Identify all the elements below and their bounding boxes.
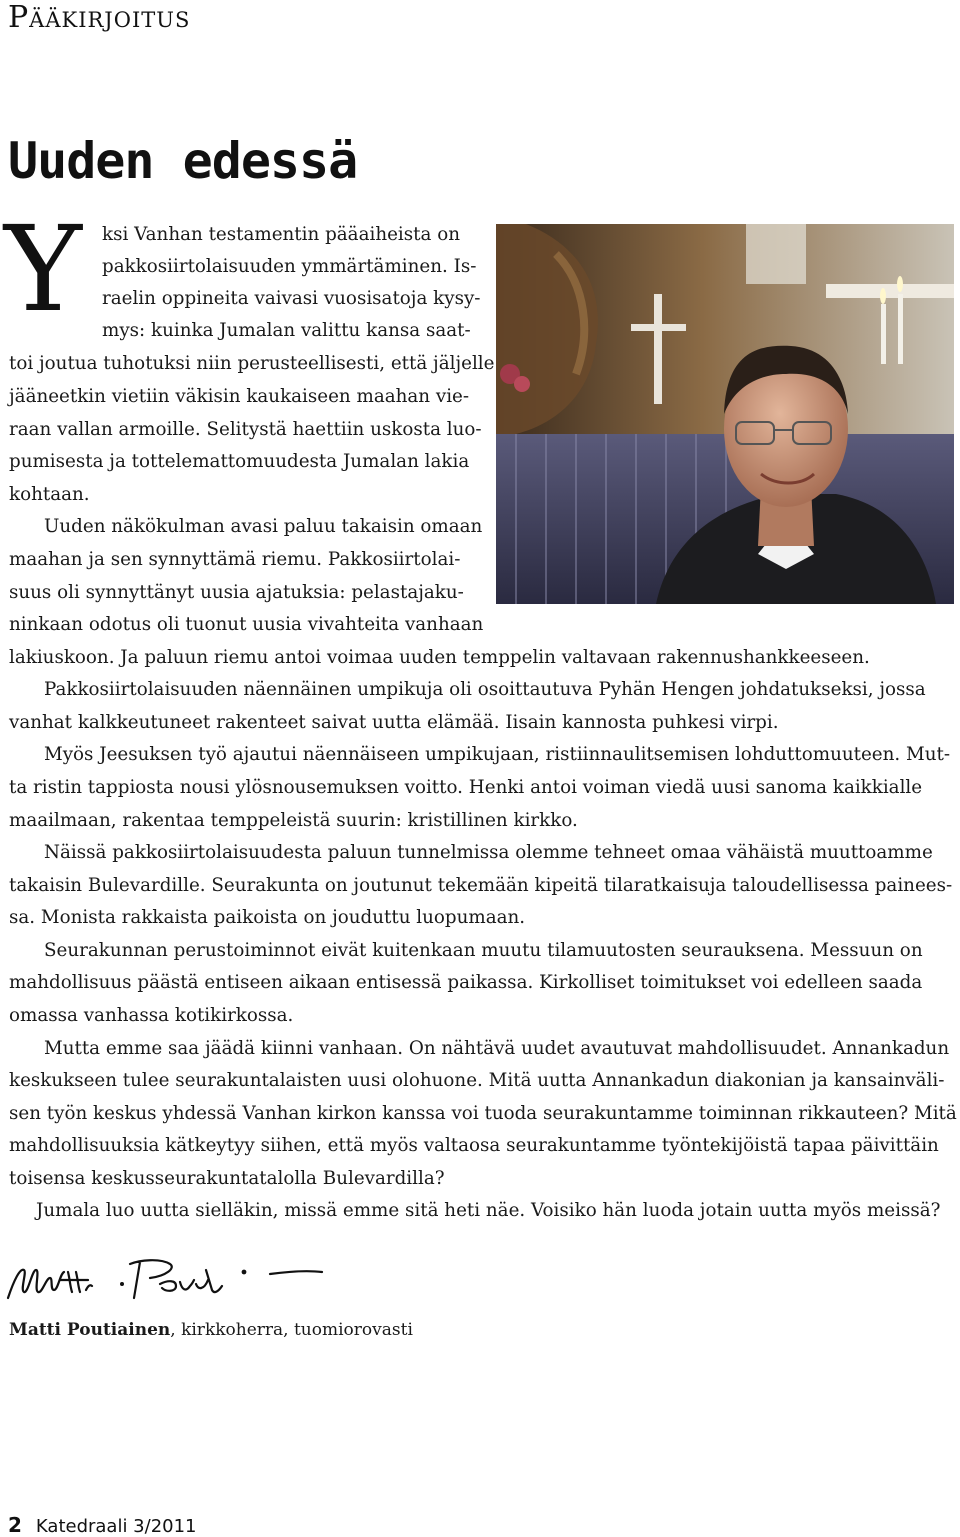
body-line: mahdollisuuksia kätkeytyy siihen, että myös valtaosa seurakuntamme työntekijöistä tapaa päivittäin — [9, 1135, 939, 1156]
portrait-photo — [496, 224, 954, 604]
body-line: toi joutua tuhotuksi niin perusteellisesti, että jäljelle — [9, 353, 495, 374]
body-line: lakiuskoon. Ja paluun riemu antoi voimaa uuden temppelin valtavaan rakennushankkeeseen. — [9, 647, 870, 668]
body-line: pumisesta ja tottelemattomuudesta Jumalan lakia — [9, 451, 470, 472]
section-header: Pääkirjoitus — [8, 0, 191, 35]
body-line: Uuden näkökulman avasi paluu takaisin omaan — [44, 516, 483, 537]
body-line: maahan ja sen synnyttämä riemu. Pakkosiirtolai- — [9, 549, 461, 570]
body-line: vanhat kalkkeutuneet rakenteet saivat uutta elämää. Iisain kannosta puhkesi virpi. — [9, 712, 779, 733]
page-number: 2 — [8, 1513, 22, 1537]
author-role: , kirkkoherra, tuomiorovasti — [170, 1320, 413, 1340]
drop-cap: Y — [4, 200, 82, 338]
author-name: Matti Poutiainen — [9, 1320, 171, 1340]
body-line: omassa vanhassa kotikirkossa. — [9, 1005, 294, 1026]
body-line: Mutta emme saa jäädä kiinni vanhaan. On nähtävä uudet avautuvat mahdollisuudet. Annankadun — [44, 1038, 950, 1059]
publication-name: Katedraali 3/2011 — [35, 1516, 197, 1537]
body-line: raelin oppineita vaivasi vuosisatoja kysy- — [102, 288, 481, 309]
body-line: Jumala luo uutta sielläkin, missä emme sitä heti näe. Voisiko hän luoda jotain uutta myös meissä? — [36, 1200, 941, 1221]
body-line: takaisin Bulevardille. Seurakunta on joutunut tekemään kipeitä tilaratkaisuja taloudellisessa painees- — [9, 875, 953, 896]
body-line: suus oli synnyttänyt uusia ajatuksia: pelastajaku- — [9, 582, 464, 603]
page-footer — [8, 1513, 197, 1537]
body-line: Pakkosiirtolaisuuden näennäinen umpikuja oli osoittautuva Pyhän Hengen johdatukseksi, jossa — [44, 679, 926, 700]
body-line: Näissä pakkosiirtolaisuudesta paluun tunnelmissa olemme tehneet omaa vähäistä muuttoamme — [44, 842, 933, 863]
author-byline — [9, 1320, 413, 1340]
body-line: Seurakunnan perustoiminnot eivät kuitenkaan muutu tilamuutosten seurauksena. Messuun on — [44, 940, 923, 961]
body-line: kohtaan. — [9, 484, 90, 505]
body-line: sen työn keskus yhdessä Vanhan kirkon kanssa voi tuoda seurakuntamme toiminnan rikkauteen? Mitä — [9, 1103, 957, 1124]
body-line: ksi Vanhan testamentin pääaiheista on — [102, 224, 460, 245]
body-line: jääneetkin vietiin väkisin kaukaiseen maahan vie- — [9, 386, 470, 407]
article-title: Uuden edessä — [8, 132, 358, 190]
body-line: ninkaan odotus oli tuonut uusia vivahteita vanhaan — [9, 614, 484, 635]
body-line: sa. Monista rakkaista paikoista on jouduttu luopumaan. — [9, 907, 526, 928]
body-line: mahdollisuus päästä entiseen aikaan entisessä paikassa. Kirkolliset toimitukset voi edelleen saada — [9, 972, 923, 993]
body-line: toisensa keskusseurakuntatalolla Bulevardilla? — [9, 1168, 445, 1189]
body-line: mys: kuinka Jumalan valittu kansa saat- — [102, 320, 471, 341]
body-line: raan vallan armoille. Selitystä haettiin uskosta luo- — [9, 419, 482, 440]
body-line: maailmaan, rakentaa temppeleistä suurin: kristillinen kirkko. — [9, 810, 578, 831]
body-line: ta ristin tappiosta nousi ylösnousemuksen voitto. Henki antoi voiman viedä uusi sanoma kaikkialle — [9, 777, 923, 798]
body-line: pakkosiirtolaisuuden ymmärtäminen. Is- — [102, 256, 477, 277]
body-line: keskukseen tulee seurakuntalaisten uusi olohuone. Mitä uutta Annankadun diakonian ja kansainväli- — [9, 1070, 945, 1091]
handwritten-signature — [0, 1250, 330, 1315]
body-line: Myös Jeesuksen työ ajautui näennäiseen umpikujaan, ristiinnaulitsemisen lohduttomuuteen. Mut- — [44, 744, 951, 765]
